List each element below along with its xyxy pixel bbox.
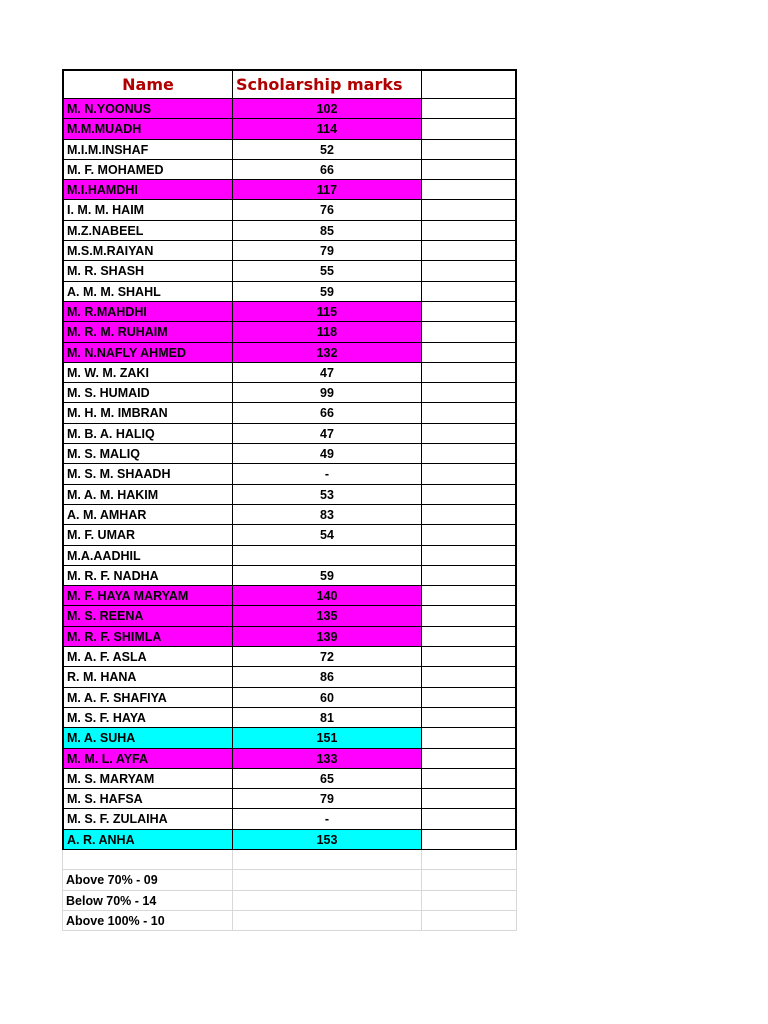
empty-cell[interactable] bbox=[422, 261, 517, 281]
table-row bbox=[62, 809, 517, 829]
empty-cell[interactable] bbox=[422, 302, 517, 322]
empty-cell[interactable] bbox=[422, 769, 517, 789]
empty-cell[interactable] bbox=[422, 789, 517, 809]
marks-cell[interactable]: 52 bbox=[233, 140, 422, 160]
marks-cell[interactable]: 140 bbox=[233, 586, 422, 606]
table-row bbox=[62, 322, 517, 342]
empty-cell[interactable] bbox=[422, 200, 517, 220]
name-cell[interactable]: M.Z.NABEEL bbox=[62, 221, 233, 241]
marks-cell[interactable]: 47 bbox=[233, 424, 422, 444]
marks-cell[interactable]: 99 bbox=[233, 383, 422, 403]
marks-cell[interactable]: 114 bbox=[233, 119, 422, 139]
marks-cell[interactable]: 79 bbox=[233, 789, 422, 809]
empty-cell[interactable] bbox=[422, 464, 517, 484]
table-row bbox=[62, 688, 517, 708]
header-marks[interactable]: Scholarship marks bbox=[233, 69, 422, 99]
table-row bbox=[62, 667, 517, 687]
name-cell[interactable]: M. A. M. HAKIM bbox=[62, 485, 233, 505]
name-cell[interactable]: M. R. F. NADHA bbox=[62, 566, 233, 586]
empty-cell[interactable] bbox=[422, 363, 517, 383]
name-cell[interactable]: M. F. HAYA MARYAM bbox=[62, 586, 233, 606]
table-row bbox=[62, 606, 517, 626]
empty-cell[interactable] bbox=[422, 566, 517, 586]
table-row bbox=[62, 200, 517, 220]
marks-cell[interactable]: 66 bbox=[233, 403, 422, 423]
empty-cell[interactable] bbox=[422, 403, 517, 423]
marks-cell[interactable]: 132 bbox=[233, 343, 422, 363]
header-name[interactable]: Name bbox=[62, 69, 233, 99]
marks-cell[interactable]: 118 bbox=[233, 322, 422, 342]
name-cell[interactable]: M. R. SHASH bbox=[62, 261, 233, 281]
table-row bbox=[62, 505, 517, 525]
data-rows bbox=[62, 99, 517, 850]
empty-cell[interactable] bbox=[422, 383, 517, 403]
table-row bbox=[62, 343, 517, 363]
marks-cell[interactable]: 151 bbox=[233, 728, 422, 748]
table-row bbox=[62, 546, 517, 566]
summary-rows bbox=[62, 850, 517, 931]
table-row bbox=[62, 403, 517, 423]
name-cell[interactable]: M. S. M. SHAADH bbox=[62, 464, 233, 484]
table-row bbox=[62, 363, 517, 383]
marks-cell[interactable]: 79 bbox=[233, 241, 422, 261]
table-row bbox=[62, 383, 517, 403]
marks-cell[interactable]: 139 bbox=[233, 627, 422, 647]
empty-cell[interactable] bbox=[422, 160, 517, 180]
name-cell[interactable]: M. F. MOHAMED bbox=[62, 160, 233, 180]
empty-cell[interactable] bbox=[422, 688, 517, 708]
spreadsheet bbox=[62, 69, 517, 931]
marks-cell[interactable]: 59 bbox=[233, 566, 422, 586]
marks-cell[interactable]: 59 bbox=[233, 282, 422, 302]
name-cell[interactable]: M.A.AADHIL bbox=[62, 546, 233, 566]
summary-row bbox=[62, 911, 517, 931]
marks-cell[interactable]: 53 bbox=[233, 485, 422, 505]
table-row bbox=[62, 708, 517, 728]
empty-cell[interactable] bbox=[422, 444, 517, 464]
table-row bbox=[62, 627, 517, 647]
table-row bbox=[62, 647, 517, 667]
marks-cell[interactable]: 49 bbox=[233, 444, 422, 464]
table-row bbox=[62, 99, 517, 119]
marks-cell[interactable]: 55 bbox=[233, 261, 422, 281]
marks-cell[interactable]: 81 bbox=[233, 708, 422, 728]
empty-cell[interactable] bbox=[422, 627, 517, 647]
empty-cell[interactable] bbox=[422, 322, 517, 342]
table-row bbox=[62, 789, 517, 809]
marks-cell[interactable]: 117 bbox=[233, 180, 422, 200]
marks-cell[interactable]: - bbox=[233, 809, 422, 829]
table-row bbox=[62, 261, 517, 281]
empty-cell[interactable] bbox=[422, 850, 517, 870]
empty-cell[interactable] bbox=[422, 221, 517, 241]
empty-cell[interactable] bbox=[422, 424, 517, 444]
empty-cell[interactable] bbox=[422, 728, 517, 748]
table-row bbox=[62, 119, 517, 139]
empty-cell[interactable] bbox=[422, 586, 517, 606]
name-cell[interactable]: M. S. F. HAYA bbox=[62, 708, 233, 728]
empty-cell[interactable] bbox=[422, 708, 517, 728]
name-cell[interactable]: M.M.MUADH bbox=[62, 119, 233, 139]
empty-cell[interactable] bbox=[422, 870, 517, 890]
empty-cell[interactable] bbox=[233, 891, 422, 911]
name-cell[interactable]: M. S. HAFSA bbox=[62, 789, 233, 809]
name-cell[interactable]: M.I.M.INSHAF bbox=[62, 140, 233, 160]
empty-cell[interactable] bbox=[422, 749, 517, 769]
name-cell[interactable]: M. W. M. ZAKI bbox=[62, 363, 233, 383]
empty-cell[interactable] bbox=[422, 546, 517, 566]
table-row bbox=[62, 566, 517, 586]
marks-cell[interactable]: 135 bbox=[233, 606, 422, 626]
empty-cell[interactable] bbox=[422, 667, 517, 687]
empty-cell[interactable] bbox=[233, 850, 422, 870]
summary-row bbox=[62, 870, 517, 890]
empty-cell[interactable] bbox=[233, 911, 422, 931]
marks-cell[interactable]: 102 bbox=[233, 99, 422, 119]
table-row bbox=[62, 769, 517, 789]
table-row bbox=[62, 485, 517, 505]
header-row bbox=[62, 69, 517, 99]
name-cell[interactable]: M.I.HAMDHI bbox=[62, 180, 233, 200]
summary-row bbox=[62, 850, 517, 870]
name-cell[interactable]: M. S. MARYAM bbox=[62, 769, 233, 789]
marks-cell[interactable]: 60 bbox=[233, 688, 422, 708]
name-cell[interactable]: M. M. L. AYFA bbox=[62, 749, 233, 769]
table-row bbox=[62, 586, 517, 606]
marks-cell[interactable]: 86 bbox=[233, 667, 422, 687]
table-row bbox=[62, 444, 517, 464]
table-row bbox=[62, 140, 517, 160]
empty-cell[interactable] bbox=[422, 140, 517, 160]
header-extra[interactable] bbox=[422, 69, 517, 99]
table-row bbox=[62, 464, 517, 484]
table-row bbox=[62, 180, 517, 200]
marks-cell[interactable]: 47 bbox=[233, 363, 422, 383]
empty-cell[interactable] bbox=[422, 525, 517, 545]
name-cell[interactable]: A. R. ANHA bbox=[62, 830, 233, 850]
empty-cell[interactable] bbox=[422, 343, 517, 363]
empty-cell[interactable] bbox=[422, 119, 517, 139]
marks-cell[interactable]: 72 bbox=[233, 647, 422, 667]
name-cell[interactable]: M. N.YOONUS bbox=[62, 99, 233, 119]
name-cell[interactable]: A. M. M. SHAHL bbox=[62, 282, 233, 302]
marks-cell[interactable]: 83 bbox=[233, 505, 422, 525]
marks-cell[interactable]: 153 bbox=[233, 830, 422, 850]
marks-cell[interactable]: 85 bbox=[233, 221, 422, 241]
name-cell[interactable]: I. M. M. HAIM bbox=[62, 200, 233, 220]
name-cell[interactable]: M. S. MALIQ bbox=[62, 444, 233, 464]
table-row bbox=[62, 525, 517, 545]
table-row bbox=[62, 302, 517, 322]
empty-cell[interactable] bbox=[422, 180, 517, 200]
marks-cell[interactable]: 133 bbox=[233, 749, 422, 769]
table-row bbox=[62, 221, 517, 241]
name-cell[interactable]: M. S. F. ZULAIHA bbox=[62, 809, 233, 829]
name-cell[interactable]: M. R.MAHDHI bbox=[62, 302, 233, 322]
table-row bbox=[62, 728, 517, 748]
name-cell[interactable]: M. R. F. SHIMLA bbox=[62, 627, 233, 647]
summary-cell[interactable]: Above 100% - 10 bbox=[62, 911, 233, 931]
table-row bbox=[62, 160, 517, 180]
name-cell[interactable]: M. S. REENA bbox=[62, 606, 233, 626]
marks-cell[interactable]: 76 bbox=[233, 200, 422, 220]
empty-cell[interactable] bbox=[422, 241, 517, 261]
name-cell[interactable]: M.S.M.RAIYAN bbox=[62, 241, 233, 261]
name-cell[interactable]: M. R. M. RUHAIM bbox=[62, 322, 233, 342]
marks-cell[interactable]: 65 bbox=[233, 769, 422, 789]
name-cell[interactable]: M. A. F. SHAFIYA bbox=[62, 688, 233, 708]
name-cell[interactable]: R. M. HANA bbox=[62, 667, 233, 687]
empty-cell[interactable] bbox=[422, 809, 517, 829]
table-row bbox=[62, 282, 517, 302]
table-row bbox=[62, 424, 517, 444]
table-row bbox=[62, 241, 517, 261]
name-cell[interactable]: M. A. F. ASLA bbox=[62, 647, 233, 667]
empty-cell[interactable] bbox=[422, 647, 517, 667]
empty-cell[interactable] bbox=[422, 911, 517, 931]
name-cell[interactable]: M. N.NAFLY AHMED bbox=[62, 343, 233, 363]
name-cell[interactable]: M. F. UMAR bbox=[62, 525, 233, 545]
empty-cell[interactable] bbox=[422, 891, 517, 911]
empty-cell[interactable] bbox=[422, 99, 517, 119]
empty-cell[interactable] bbox=[422, 485, 517, 505]
name-cell[interactable]: M. H. M. IMBRAN bbox=[62, 403, 233, 423]
summary-cell[interactable]: Above 70% - 09 bbox=[62, 870, 233, 890]
empty-cell[interactable] bbox=[422, 282, 517, 302]
summary-row bbox=[62, 891, 517, 911]
empty-cell[interactable] bbox=[233, 870, 422, 890]
marks-cell[interactable] bbox=[233, 546, 422, 566]
name-cell[interactable]: A. M. AMHAR bbox=[62, 505, 233, 525]
marks-cell[interactable]: 66 bbox=[233, 160, 422, 180]
table-row bbox=[62, 830, 517, 850]
empty-cell[interactable] bbox=[422, 606, 517, 626]
empty-cell[interactable] bbox=[422, 505, 517, 525]
summary-cell[interactable] bbox=[62, 850, 233, 870]
empty-cell[interactable] bbox=[422, 830, 517, 850]
summary-cell[interactable]: Below 70% - 14 bbox=[62, 891, 233, 911]
name-cell[interactable]: M. S. HUMAID bbox=[62, 383, 233, 403]
name-cell[interactable]: M. A. SUHA bbox=[62, 728, 233, 748]
name-cell[interactable]: M. B. A. HALIQ bbox=[62, 424, 233, 444]
marks-cell[interactable]: 115 bbox=[233, 302, 422, 322]
marks-cell[interactable]: - bbox=[233, 464, 422, 484]
marks-cell[interactable]: 54 bbox=[233, 525, 422, 545]
table-row bbox=[62, 749, 517, 769]
